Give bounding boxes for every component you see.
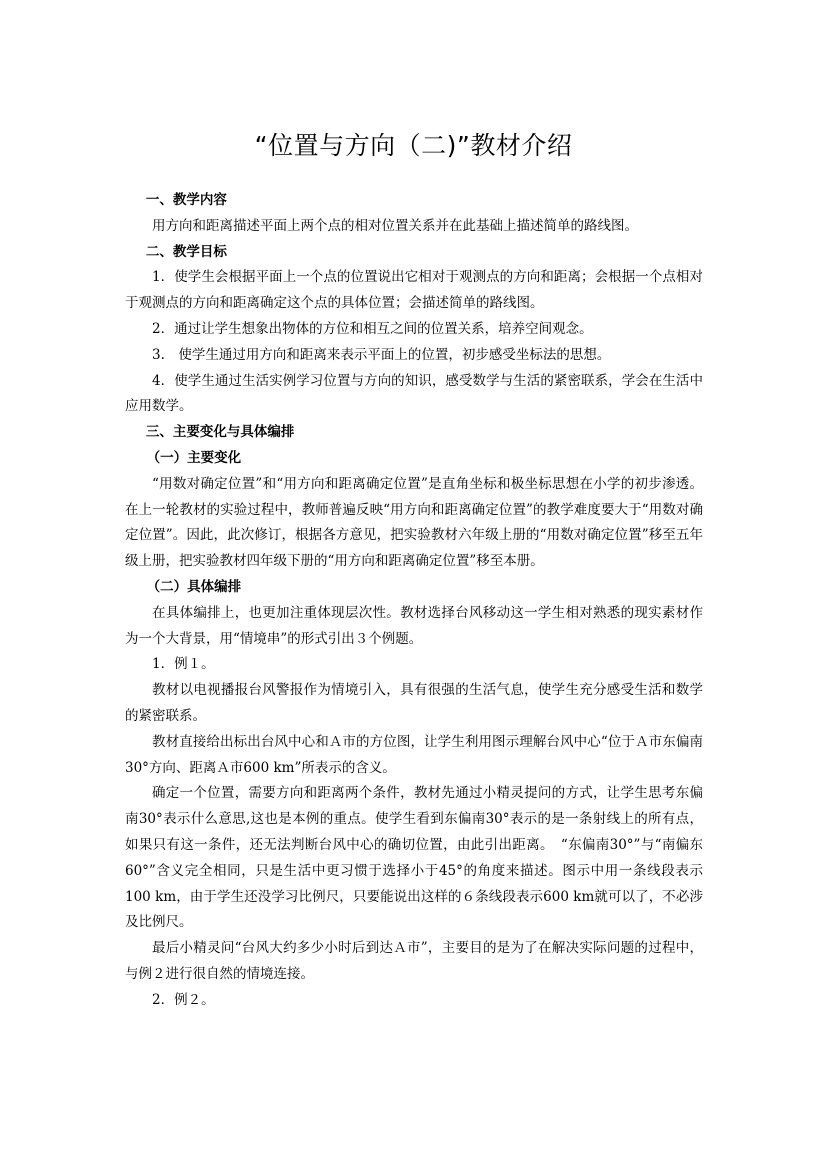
document-title: “位置与方向（二)”教材介绍	[254, 131, 573, 160]
subsection-heading-arrangement: （二）具体编排	[146, 578, 242, 595]
example-heading-2: 2．例２。	[152, 991, 215, 1008]
paragraph: 用方向和距离描述平面上两个点的相对位置关系并在此基础上描述简单的路线图。	[152, 217, 638, 234]
example-heading-1: 1．例１。	[152, 656, 215, 673]
document-body	[125, 188, 703, 1014]
paragraph: 最后小精灵问“台风大约多少小时后到达Ａ市”，主要目的是为了在解决实际问题的过程中，与例２进行很自然的情境连接。	[125, 940, 703, 982]
section-heading-teaching-goals: 二、教学目标	[145, 243, 227, 260]
paragraph: “用数对确定位置”和“用方向和距离确定位置”是直角坐标和极坐标思想在小学的初步渗透。在上一轮教材的实验过程中，教师普遍反映“用方向和距离确定位置”的教学难度要大于“用数对确定位置”。因此，此次修订，根据各方意见，把实验教材六年级上册的“用数对确定位置”移至五年级上册，把实验教材四年级下册的“用方向和距离确定位置”移至本册。	[125, 475, 703, 570]
goal-item-1: 1．使学生会根据平面上一个点的位置说出它相对于观测点的方向和距离；会根据一个点相对于观测点的方向和距离确定这个点的具体位置；会描述简单的路线图。	[125, 269, 703, 312]
section-heading-teaching-content: 一、教学内容	[145, 192, 227, 208]
paragraph: 在具体编排上，也更加注重体现层次性。教材选择台风移动这一学生相对熟悉的现实素材作为一个大背景，用“情境串”的形式引出３个例题。	[125, 604, 703, 647]
paragraph: 教材直接给出标出台风中心和Ａ市的方位图，让学生利用图示理解台风中心“位于Ａ市东偏南30°方向、距离Ａ市600 km”所表示的含义。	[125, 733, 703, 776]
paragraph: 教材以电视播报台风警报作为情境引入，具有很强的生活气息，使学生充分感受生活和数学的紧密联系。	[125, 682, 703, 724]
section-heading-changes-arrangement: 三、主要变化与具体编排	[145, 424, 295, 441]
goal-item-3: 3. 使学生通过用方向和距离来表示平面上的位置，初步感受坐标法的思想。	[152, 346, 611, 363]
goal-item-4: 4．使学生通过生活实例学习位置与方向的知识，感受数学与生活的紧密联系，学会在生活中应用数学。	[125, 372, 703, 415]
goal-item-2: 2．通过让学生想象出物体的方位和相互之间的位置关系，培养空间观念。	[152, 320, 593, 337]
subsection-heading-main-changes: （一）主要变化	[146, 449, 242, 466]
paragraph: 确定一个位置，需要方向和距离两个条件，教材先通过小精灵提问的方式，让学生思考东偏南30°表示什么意思,这也是本例的重点。使学生看到东偏南30°表示的是一条射线上的所有点，如果只有这一条件，还无法判断台风中心的确切位置，由此引出距离。 “东偏南30°”与“南偏东60°”含义完全相同，只是生活中更习惯于选择小于45°的角度来描述。图示中用一条线段表示100 km，由于学生还没学习比例尺，只要能说出这样的６条线段表示600 km就可以了，不必涉及比例尺。	[125, 785, 703, 931]
